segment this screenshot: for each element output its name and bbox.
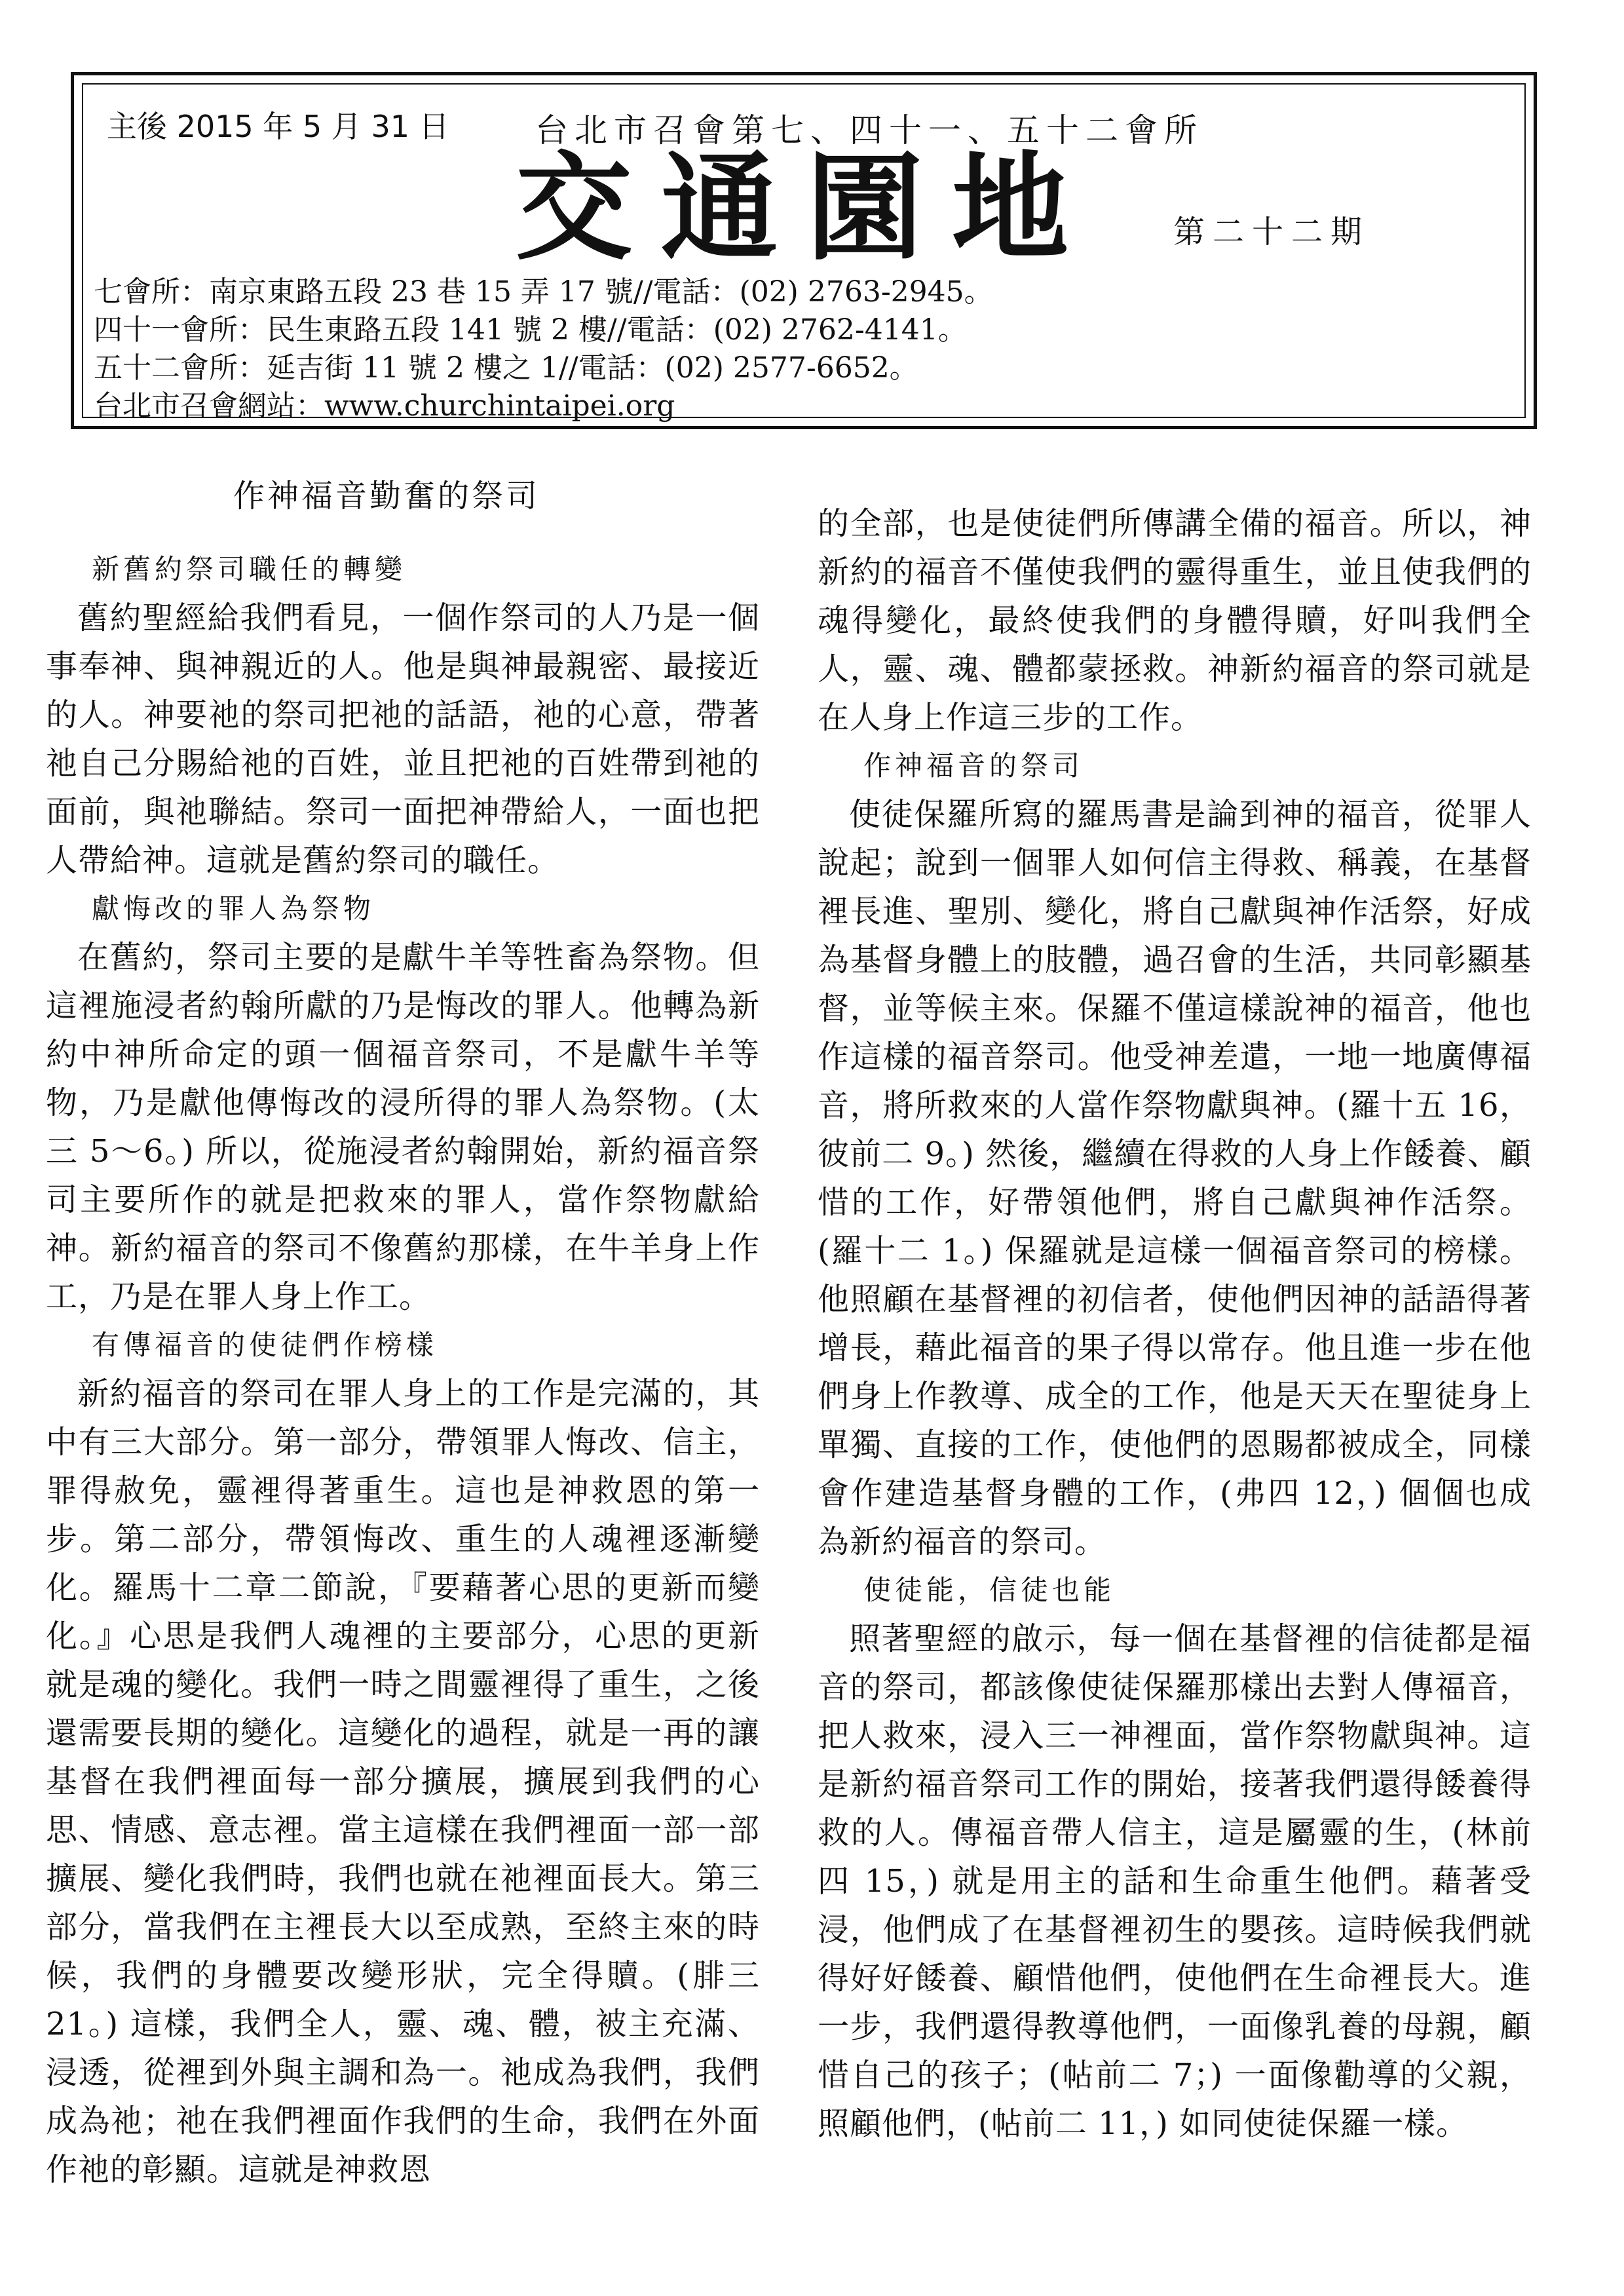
left-column (46, 545, 760, 2194)
paragraph: 照著聖經的啟示，每一個在基督裡的信徒都是福音的祭司，都該像使徒保羅那樣出去對人傳福音，把人救來，浸入三一神裡面，當作祭物獻與神。這是新約福音祭司工作的開始，接著我們還得餧養得救的人。傳福音帶人信主，這是屬靈的生，(林前四 15，) 就是用主的話和生命重生他們。藉著受浸，他們成了在基督裡初生的嬰孩。這時候我們就得好好餧養、顧惜他們，使他們在生命裡長大。進一步，我們還得教導他們，一面像乳養的母親，顧惜自己的孩子；(帖前二 7；) 一面像勸導的父親，照顧他們，(帖前二 11，) 如同使徒保羅一樣。 (818, 1620, 1532, 2142)
paragraph: 舊約聖經給我們看見，一個作祭司的人乃是一個事奉神、與神親近的人。他是與神最親密、最接近的人。神要祂的祭司把祂的話語，祂的心意，帶著祂自己分賜給祂的百姓，並且把祂的百姓帶到祂的面前，與祂聯結。祭司一面把神帶給人，一面也把人帶給神。這就是舊約祭司的職任。 (46, 600, 760, 879)
section-heading: 獻悔改的罪人為祭物 (92, 892, 375, 925)
address-list (94, 273, 1514, 425)
address-hall-7: 七會所：南京東路五段 23 巷 15 弄 17 號//電話：(02) 2763-2945。 (94, 275, 993, 309)
address-hall-41: 四十一會所：民生東路五段 141 號 2 樓//電話：(02) 2762-4141。 (94, 313, 967, 347)
paragraph: 在舊約，祭司主要的是獻牛羊等牲畜為祭物。但這裡施浸者約翰所獻的乃是悔改的罪人。他轉為新約中神所命定的頭一個福音祭司，不是獻牛羊等物，乃是獻他傳悔改的浸所得的罪人為祭物。(太三 5～6。) 所以，從施浸者約翰開始，新約福音祭司主要所作的就是把救來的罪人，當作祭物獻給神。新約福音的祭司不像舊約那樣，在牛羊身上作工，乃是在罪人身上作工。 (46, 939, 760, 1315)
paragraph: 新約福音的祭司在罪人身上的工作是完滿的，其中有三大部分。第一部分，帶領罪人悔改、信主，罪得赦免，靈裡得著重生。這也是神救恩的第一步。第二部分，帶領悔改、重生的人魂裡逐漸變化。羅馬十二章二節說，『要藉著心思的更新而變化。』心思是我們人魂裡的主要部分，心思的更新就是魂的變化。我們一時之間靈裡得了重生，之後還需要長期的變化。這變化的過程，就是一再的讓基督在我們裡面每一部分擴展，擴展到我們的心思、情感、意志裡。當主這樣在我們裡面一部一部擴展、變化我們時，我們也就在祂裡面長大。第三部分，當我們在主裡長大以至成熟，至終主來的時候，我們的身體要改變形狀，完全得贖。(腓三 21。) 這樣，我們全人，靈、魂、體，被主充滿、浸透，從裡到外與主調和為一。祂成為我們，我們成為祂；祂在我們裡面作我們的生命，我們在外面作祂的彰顯。這就是神救恩 (46, 1375, 760, 2188)
church-website: 台北市召會網站：www.churchintaipei.org (94, 389, 675, 423)
section-heading: 作神福音的祭司 (863, 750, 1084, 782)
paragraph-continued: 的全部，也是使徒們所傳講全備的福音。所以，神新約的福音不僅使我們的靈得重生，並且使我們的魂得變化，最終使我們的身體得贖，好叫我們全人，靈、魂、體都蒙拯救。神新約福音的祭司就是在人身上作這三步的工作。 (818, 505, 1532, 736)
paragraph: 使徒保羅所寫的羅馬書是論到神的福音，從罪人說起；說到一個罪人如何信主得救、稱義，在基督裡長進、聖別、變化，將自己獻與神作活祭，好成為基督身體上的肢體，過召會的生活，共同彰顯基督，並等候主來。保羅不僅這樣說神的福音，他也作這樣的福音祭司。他受神差遣，一地一地廣傳福音，將所救來的人當作祭物獻與神。(羅十五 16，彼前二 9。) 然後，繼續在得救的人身上作餧養、顧惜的工作，好帶領他們，將自己獻與神作活祭。(羅十二 1。) 保羅就是這樣一個福音祭司的榜樣。他照顧在基督裡的初信者，使他們因神的話語得著增長，藉此福音的果子得以常存。他且進一步在他們身上作教導、成全的工作，他是天天在聖徒身上單獨、直接的工作，使他們的恩賜都被成全，同樣會作建造基督身體的工作，(弗四 12，) 個個也成為新約福音的祭司。 (818, 796, 1532, 1560)
article-title: 作神福音勤奮的祭司 (233, 478, 540, 514)
masthead-box (71, 72, 1537, 429)
section-heading: 新舊約祭司職任的轉變 (92, 553, 407, 585)
address-hall-52: 五十二會所：延吉街 11 號 2 樓之 1//電話：(02) 2577-6652。 (94, 351, 918, 385)
newsletter-title: 交通園地 (516, 139, 1097, 276)
issue-date: 主後 2015 年 5 月 31 日 (107, 109, 449, 144)
assembly-names: 台北市召會第七、四十一、五十二會所 (535, 111, 1203, 149)
section-heading: 使徒能，信徒也能 (863, 1574, 1116, 1606)
issue-number: 第二十二期 (1173, 214, 1370, 250)
section-heading: 有傳福音的使徒們作榜樣 (92, 1329, 438, 1361)
right-column (818, 499, 1532, 2148)
masthead-inner-border (82, 83, 1526, 423)
